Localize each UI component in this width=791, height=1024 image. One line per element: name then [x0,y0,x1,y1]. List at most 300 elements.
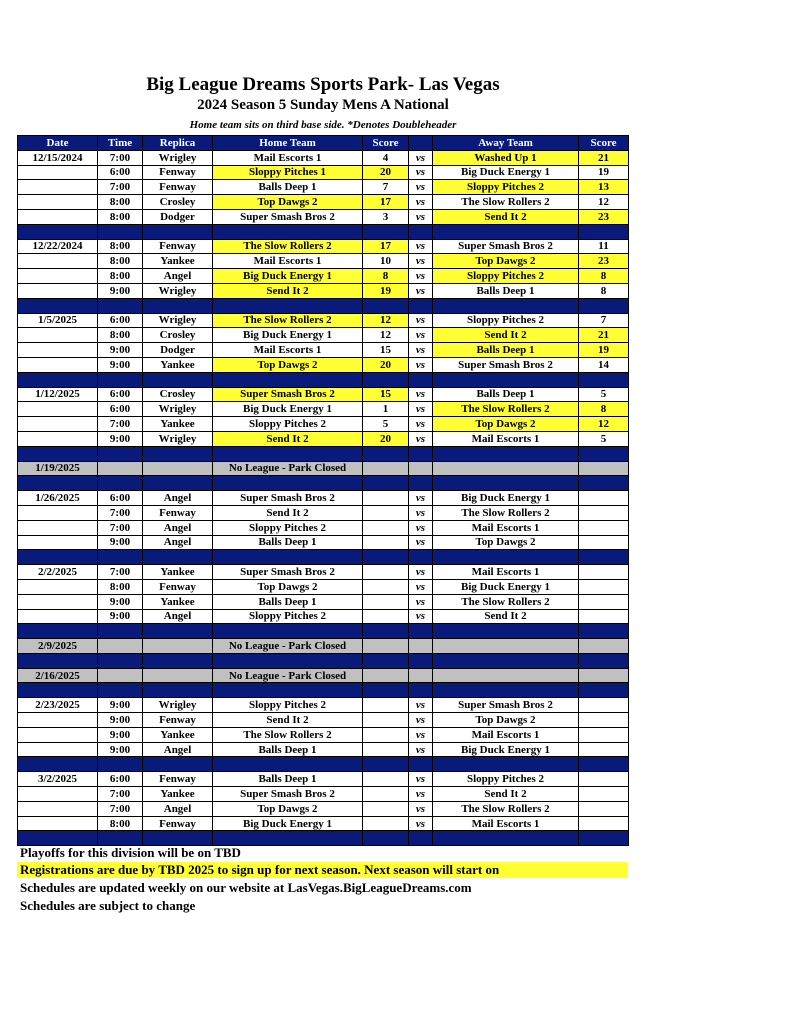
separator-cell [363,653,409,668]
separator-cell [579,446,629,461]
game-replica: Angel [143,801,213,816]
separator-cell [143,624,213,639]
separator-cell [18,298,98,313]
game-date: 2/2/2025 [18,565,98,580]
separator-cell [98,653,143,668]
game-replica: Fenway [143,579,213,594]
game-date: 3/2/2025 [18,772,98,787]
game-replica: Wrigley [143,431,213,446]
separator-cell [213,831,363,846]
separator-cell [433,550,579,565]
game-replica: Yankee [143,594,213,609]
separator-cell [213,550,363,565]
separator-cell [433,298,579,313]
away-score: 8 [579,283,629,298]
home-score: 15 [363,387,409,402]
separator-row [18,446,629,461]
empty-cell [18,727,98,742]
separator-cell [98,476,143,491]
game-replica: Fenway [143,772,213,787]
game-time: 9:00 [98,283,143,298]
empty-cell [579,639,629,654]
vs-label: vs [409,254,433,269]
away-team: Top Dawgs 2 [433,417,579,432]
game-replica: Fenway [143,505,213,520]
separator-cell [433,624,579,639]
game-time: 7:00 [98,180,143,195]
away-team: Big Duck Energy 1 [433,491,579,506]
home-team: Super Smash Bros 2 [213,787,363,802]
home-score [363,609,409,624]
empty-cell [18,594,98,609]
separator-cell [98,550,143,565]
separator-cell [409,298,433,313]
separator-cell [433,372,579,387]
game-date: 12/15/2024 [18,150,98,165]
separator-cell [213,224,363,239]
separator-cell [143,476,213,491]
game-row [18,195,629,210]
closed-row [18,668,629,683]
away-score: 5 [579,431,629,446]
game-replica: Wrigley [143,402,213,417]
separator-cell [18,372,98,387]
game-row [18,772,629,787]
away-score: 23 [579,254,629,269]
away-team: Mail Escorts 1 [433,431,579,446]
separator-cell [213,298,363,313]
empty-cell [363,461,409,476]
closed-note: No League - Park Closed [213,668,363,683]
empty-cell [18,535,98,550]
game-time: 7:00 [98,801,143,816]
home-score: 3 [363,209,409,224]
vs-label: vs [409,195,433,210]
away-team: Mail Escorts 1 [433,565,579,580]
game-time: 9:00 [98,742,143,757]
separator-cell [98,224,143,239]
vs-label: vs [409,535,433,550]
away-score [579,772,629,787]
home-team: Mail Escorts 1 [213,254,363,269]
game-replica: Angel [143,609,213,624]
empty-cell [18,283,98,298]
separator-cell [143,831,213,846]
game-row [18,254,629,269]
home-team: Super Smash Bros 2 [213,387,363,402]
game-replica: Angel [143,520,213,535]
home-score [363,491,409,506]
away-score [579,535,629,550]
game-replica: Fenway [143,180,213,195]
game-row [18,269,629,284]
separator-cell [409,372,433,387]
home-score: 17 [363,239,409,254]
separator-cell [579,476,629,491]
separator-cell [409,550,433,565]
game-replica: Dodger [143,209,213,224]
home-team: Super Smash Bros 2 [213,209,363,224]
game-time: 8:00 [98,195,143,210]
away-team: The Slow Rollers 2 [433,801,579,816]
empty-cell [98,461,143,476]
game-row [18,239,629,254]
away-team: Top Dawgs 2 [433,535,579,550]
game-time: 6:00 [98,491,143,506]
away-score [579,742,629,757]
separator-cell [98,298,143,313]
separator-cell [18,757,98,772]
separator-cell [18,476,98,491]
closed-row [18,639,629,654]
home-score [363,579,409,594]
separator-cell [409,653,433,668]
home-team: Big Duck Energy 1 [213,328,363,343]
game-replica: Wrigley [143,698,213,713]
empty-cell [18,209,98,224]
game-replica: Yankee [143,357,213,372]
away-score: 8 [579,402,629,417]
game-time: 9:00 [98,431,143,446]
closed-row [18,461,629,476]
empty-cell [143,639,213,654]
separator-cell [579,653,629,668]
home-score [363,787,409,802]
home-team: Top Dawgs 2 [213,357,363,372]
empty-cell [18,417,98,432]
home-score [363,698,409,713]
away-score: 13 [579,180,629,195]
home-team: Mail Escorts 1 [213,343,363,358]
home-team: Sloppy Pitches 2 [213,698,363,713]
vs-label: vs [409,357,433,372]
home-score: 19 [363,283,409,298]
vs-label: vs [409,165,433,180]
empty-cell [18,357,98,372]
empty-cell [18,402,98,417]
game-time: 7:00 [98,417,143,432]
empty-cell [409,668,433,683]
separator-cell [18,550,98,565]
separator-cell [18,624,98,639]
home-score [363,535,409,550]
vs-label: vs [409,594,433,609]
empty-cell [18,520,98,535]
home-team: The Slow Rollers 2 [213,727,363,742]
empty-cell [143,461,213,476]
separator-cell [433,831,579,846]
separator-cell [143,683,213,698]
separator-cell [143,298,213,313]
game-time: 9:00 [98,727,143,742]
empty-cell [18,269,98,284]
away-score [579,594,629,609]
home-score [363,594,409,609]
vs-label: vs [409,713,433,728]
empty-cell [579,668,629,683]
separator-cell [409,624,433,639]
separator-cell [363,624,409,639]
vs-label: vs [409,727,433,742]
separator-cell [579,683,629,698]
game-date: 2/9/2025 [18,639,98,654]
home-team: Send It 2 [213,283,363,298]
game-replica: Yankee [143,565,213,580]
home-score [363,801,409,816]
game-time: 9:00 [98,713,143,728]
separator-cell [143,550,213,565]
away-team: Mail Escorts 1 [433,816,579,831]
away-team: Super Smash Bros 2 [433,357,579,372]
game-row [18,431,629,446]
away-score [579,816,629,831]
separator-row [18,298,629,313]
separator-cell [579,372,629,387]
home-score [363,520,409,535]
col-time: Time [98,136,143,151]
home-team: Mail Escorts 1 [213,150,363,165]
empty-cell [409,639,433,654]
game-time: 9:00 [98,609,143,624]
empty-cell [18,328,98,343]
home-score [363,727,409,742]
empty-cell [363,639,409,654]
vs-label: vs [409,313,433,328]
away-team: Sloppy Pitches 2 [433,180,579,195]
game-time: 8:00 [98,209,143,224]
empty-cell [18,165,98,180]
away-team: Send It 2 [433,787,579,802]
game-time: 9:00 [98,357,143,372]
away-score [579,801,629,816]
game-time: 9:00 [98,594,143,609]
away-score [579,698,629,713]
vs-label: vs [409,505,433,520]
home-score: 4 [363,150,409,165]
away-team: Balls Deep 1 [433,387,579,402]
home-team: Send It 2 [213,713,363,728]
home-score: 5 [363,417,409,432]
game-replica: Angel [143,269,213,284]
away-team: Balls Deep 1 [433,343,579,358]
game-date: 1/19/2025 [18,461,98,476]
game-replica: Fenway [143,165,213,180]
game-replica: Crosley [143,328,213,343]
home-team: Top Dawgs 2 [213,195,363,210]
game-time: 7:00 [98,520,143,535]
away-team: Big Duck Energy 1 [433,742,579,757]
separator-cell [409,831,433,846]
separator-cell [213,476,363,491]
vs-label: vs [409,343,433,358]
game-replica: Angel [143,535,213,550]
vs-label: vs [409,698,433,713]
separator-row [18,372,629,387]
game-row [18,343,629,358]
game-row [18,727,629,742]
home-score: 7 [363,180,409,195]
separator-cell [433,653,579,668]
away-score: 19 [579,343,629,358]
away-score [579,579,629,594]
separator-cell [579,624,629,639]
game-row [18,816,629,831]
home-score: 20 [363,431,409,446]
page-title: Big League Dreams Sports Park- Las Vegas [146,74,500,95]
empty-cell [433,461,579,476]
empty-cell [98,668,143,683]
home-score: 20 [363,165,409,180]
home-score [363,816,409,831]
game-row [18,357,629,372]
separator-cell [433,476,579,491]
game-row [18,535,629,550]
empty-cell [18,195,98,210]
away-score [579,609,629,624]
home-team: The Slow Rollers 2 [213,239,363,254]
away-team: Send It 2 [433,209,579,224]
away-score [579,713,629,728]
away-team: Send It 2 [433,328,579,343]
game-row [18,402,629,417]
empty-cell [18,609,98,624]
separator-cell [98,683,143,698]
home-team: Big Duck Energy 1 [213,402,363,417]
home-score [363,742,409,757]
vs-label: vs [409,431,433,446]
empty-cell [433,668,579,683]
game-date: 12/22/2024 [18,239,98,254]
home-score [363,505,409,520]
empty-cell [363,668,409,683]
game-row [18,787,629,802]
vs-label: vs [409,269,433,284]
game-row [18,387,629,402]
away-team: Top Dawgs 2 [433,254,579,269]
away-score [579,505,629,520]
away-score [579,727,629,742]
empty-cell [409,461,433,476]
away-score: 12 [579,417,629,432]
home-team: Send It 2 [213,431,363,446]
separator-cell [363,550,409,565]
game-replica: Yankee [143,417,213,432]
separator-cell [18,224,98,239]
home-team: Big Duck Energy 1 [213,816,363,831]
separator-row [18,624,629,639]
away-team: Balls Deep 1 [433,283,579,298]
away-team: Sloppy Pitches 2 [433,313,579,328]
home-team: Balls Deep 1 [213,535,363,550]
game-date: 1/12/2025 [18,387,98,402]
separator-cell [98,831,143,846]
vs-label: vs [409,565,433,580]
separator-row [18,653,629,668]
header-row [18,136,629,151]
registration-note: Registrations are due by TBD 2025 to sign up for next season. Next season will start on [17,862,628,878]
home-team: Super Smash Bros 2 [213,491,363,506]
game-time: 8:00 [98,269,143,284]
separator-cell [18,683,98,698]
separator-cell [18,831,98,846]
separator-cell [143,372,213,387]
closed-note: No League - Park Closed [213,461,363,476]
game-replica: Fenway [143,816,213,831]
game-date: 2/16/2025 [18,668,98,683]
game-time: 9:00 [98,535,143,550]
empty-cell [98,639,143,654]
home-team: Sloppy Pitches 2 [213,520,363,535]
col-replica: Replica [143,136,213,151]
game-time: 8:00 [98,239,143,254]
away-team: Send It 2 [433,609,579,624]
closed-note: No League - Park Closed [213,639,363,654]
separator-cell [363,476,409,491]
home-score [363,772,409,787]
game-date: 2/23/2025 [18,698,98,713]
game-replica: Yankee [143,787,213,802]
away-team: Sloppy Pitches 2 [433,772,579,787]
away-team: Top Dawgs 2 [433,713,579,728]
separator-cell [433,757,579,772]
empty-cell [143,668,213,683]
game-time: 6:00 [98,165,143,180]
game-replica: Crosley [143,387,213,402]
away-team: Sloppy Pitches 2 [433,269,579,284]
col-home-team: Home Team [213,136,363,151]
game-time: 9:00 [98,698,143,713]
game-time: 6:00 [98,402,143,417]
away-score: 8 [579,269,629,284]
vs-label: vs [409,787,433,802]
away-team: Super Smash Bros 2 [433,239,579,254]
separator-cell [579,757,629,772]
home-team: Sloppy Pitches 1 [213,165,363,180]
away-team: The Slow Rollers 2 [433,505,579,520]
away-team: Big Duck Energy 1 [433,165,579,180]
away-score [579,520,629,535]
separator-cell [213,653,363,668]
vs-label: vs [409,402,433,417]
separator-cell [409,757,433,772]
empty-cell [18,343,98,358]
separator-row [18,550,629,565]
home-score: 15 [363,343,409,358]
away-team: The Slow Rollers 2 [433,195,579,210]
game-time: 7:00 [98,150,143,165]
home-score: 10 [363,254,409,269]
separator-cell [363,683,409,698]
home-team: Balls Deep 1 [213,594,363,609]
away-team: Big Duck Energy 1 [433,579,579,594]
away-score: 21 [579,328,629,343]
separator-cell [433,683,579,698]
game-row [18,594,629,609]
home-score: 12 [363,313,409,328]
separator-cell [409,476,433,491]
away-score: 23 [579,209,629,224]
away-team: Super Smash Bros 2 [433,698,579,713]
col-away-score: Score [579,136,629,151]
separator-cell [579,831,629,846]
game-time: 8:00 [98,579,143,594]
game-replica: Wrigley [143,313,213,328]
website-note: Schedules are updated weekly on our website at LasVegas.BigLeagueDreams.com [20,880,472,895]
home-team: Send It 2 [213,505,363,520]
vs-label: vs [409,239,433,254]
separator-row [18,757,629,772]
home-score: 8 [363,269,409,284]
